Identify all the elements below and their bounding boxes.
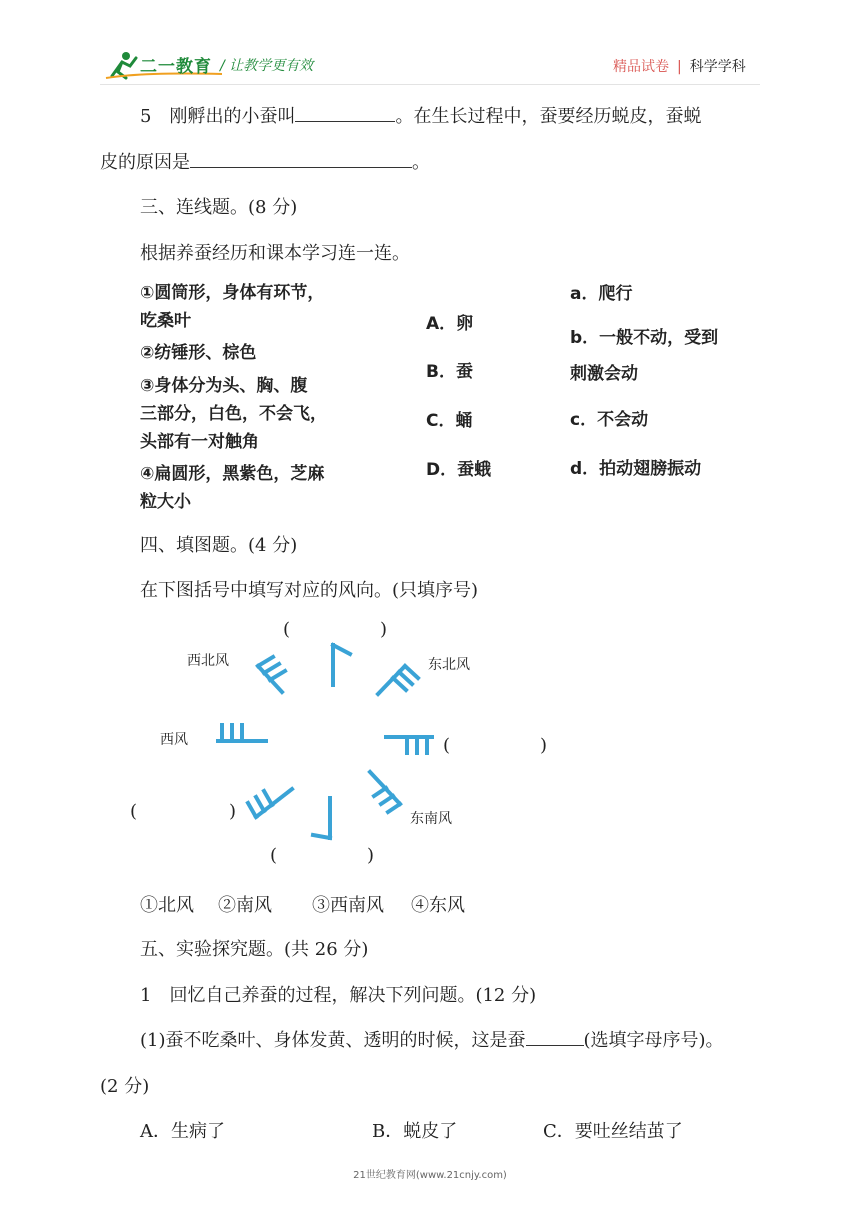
answer-bracket-east-close: ) — [540, 735, 548, 756]
sub1-blank[interactable] — [526, 1027, 584, 1046]
wind-option: ①北风 — [140, 895, 194, 916]
choice-option: C．要吐丝结茧了 — [543, 1121, 683, 1142]
quality-label: 精品试卷 — [613, 59, 669, 75]
section3-title: 三、连线题。(8 分) — [140, 197, 298, 218]
right-item: d．拍动翅膀振动 — [570, 459, 702, 479]
subject-label: 科学学科 — [689, 59, 746, 75]
wind-symbol-east — [386, 737, 432, 753]
answer-bracket-north-open: ( — [283, 619, 291, 640]
q5-text-a: 5 刚孵出的小蚕叫 — [140, 106, 296, 127]
wind-symbol-northwest — [258, 657, 285, 692]
label-northeast-wind: 东北风 — [428, 657, 470, 673]
sub1-text-b: (选填字母序号)。 — [583, 1030, 724, 1051]
left-item-text: 头部有一对触角 — [140, 432, 259, 452]
wind-option: ③西南风 — [312, 895, 384, 916]
section5-title: 五、实验探究题。(共 26 分) — [140, 939, 369, 960]
footer-text: 21世纪教育网(www.21cnjy.com) — [353, 1170, 507, 1181]
answer-bracket-east-open: ( — [443, 735, 451, 756]
left-item-text: ②纺锤形、棕色 — [140, 343, 257, 363]
wind-symbol-southeast — [370, 772, 400, 812]
q5-text-d: 。 — [412, 152, 430, 173]
label-west-wind: 西风 — [160, 732, 188, 748]
section5-q1: 1 回忆自己养蚕的过程，解决下列问题。(12 分) — [140, 985, 537, 1006]
answer-bracket-southwest-open: ( — [130, 801, 138, 822]
q5-text-b: 。在生长过程中，蚕要经历蜕皮，蚕蜕 — [395, 106, 702, 127]
section3-instruction: 根据养蚕经历和课本学习连一连。 — [140, 243, 410, 264]
answer-bracket-south-close: ) — [367, 845, 375, 866]
left-item-text: 三部分，白色，不会飞， — [140, 404, 327, 424]
wind-symbol-west — [218, 725, 266, 741]
wind-symbol-south — [313, 798, 330, 838]
section5-sub1 — [140, 1026, 724, 1052]
section4-instruction: 在下图括号中填写对应的风向。(只填序号) — [140, 580, 479, 601]
answer-bracket-southwest-close: ) — [229, 801, 237, 822]
slogan: / 让教学更有效 — [220, 58, 314, 74]
choice-option: B．蜕皮了 — [372, 1121, 458, 1142]
wind-symbol-north — [333, 645, 350, 685]
middle-item: D．蚕蛾 — [426, 460, 492, 480]
label-northwest-wind: 西北风 — [187, 653, 229, 669]
wind-option: ②南风 — [218, 895, 272, 916]
middle-item: A．卵 — [426, 314, 474, 334]
left-item-text: 粒大小 — [140, 492, 191, 512]
label-southeast-wind: 东南风 — [410, 811, 452, 827]
left-item-text: ④扁圆形，黑紫色，芝麻 — [140, 464, 325, 484]
wind-option: ④东风 — [411, 895, 465, 916]
brand-name: 二一教育 — [140, 57, 212, 77]
left-item-text: ①圆筒形，身体有环节， — [140, 283, 325, 303]
answer-bracket-south-open: ( — [270, 845, 278, 866]
middle-item: B．蚕 — [426, 362, 473, 382]
right-item: b．一般不动，受到 — [570, 328, 719, 348]
wind-symbol-southwest — [248, 789, 292, 817]
right-item: a．爬行 — [570, 284, 633, 304]
answer-bracket-north-close: ) — [380, 619, 388, 640]
left-item-text: 吃桑叶 — [140, 311, 191, 331]
q5-text-c: 皮的原因是 — [100, 152, 190, 173]
wind-symbol-northeast — [378, 666, 418, 694]
section4-title: 四、填图题。(4 分) — [140, 535, 298, 556]
middle-item: C．蛹 — [426, 411, 473, 431]
sub1-text-a: (1)蚕不吃桑叶、身体发黄、透明的时候，这是蚕 — [140, 1030, 526, 1051]
left-item-text: ③身体分为头、胸、腹 — [140, 376, 308, 396]
choice-option: A．生病了 — [140, 1121, 225, 1142]
right-item: c．不会动 — [570, 410, 649, 430]
right-item: 刺激会动 — [570, 364, 638, 384]
header-separator: | — [677, 59, 682, 75]
sub1-score: (2 分) — [100, 1076, 150, 1097]
